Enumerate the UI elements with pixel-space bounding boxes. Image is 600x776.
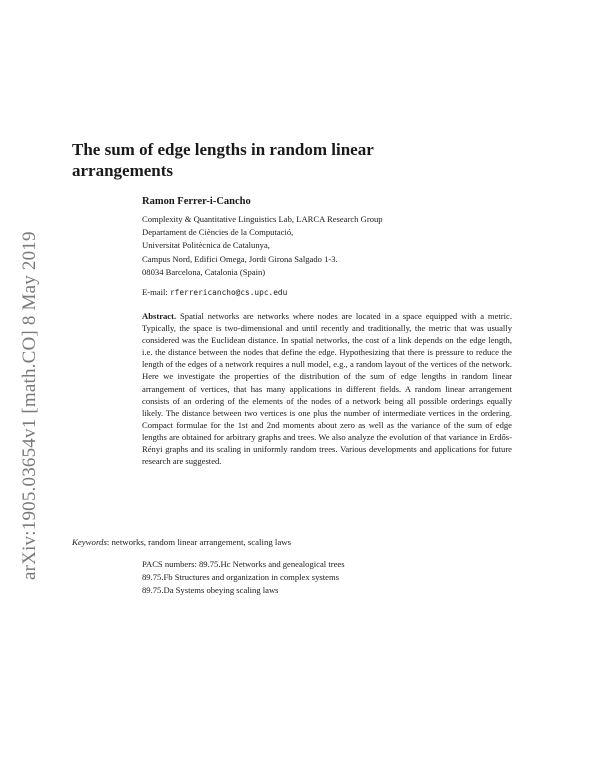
abstract-text: Spatial networks are networks where nodes are located in a space equipped with a metric. Typically, the space is two-dimensional and until recently and traditionally, the metric that was usually considered was the Euclidean distance. In spatial networks, the cost of a link depends on the edge length, i.e. the distance between the nodes that define the edge. Hypothesizing that there is pressure to reduce the length of the edges of a network requires a null model, e.g., a random layout of the vertices of the network. Here we investigate the properties of the distribution of the sum of edge lengths in random linear arrangement of vertices, that has many applications in different fields. A random linear arrangement consists of an ordering of the elements of the nodes of a network being all possible orderings equally likely. The distance between two vertices is one plus the number of intermediate vertices in the ordering. Compact formulae for the 1st and 2nd moments about zero as well as the variance of the sum of edge lengths are obtained for arbitrary graphs and trees. We also analyze the evolution of that variance in Erdős-Rényi graphs and its scaling in uniformly random trees. Various developments and applications for future research are suggested. xyxy=(142,311,512,467)
author-name: Ramon Ferrer-i-Cancho xyxy=(142,196,251,207)
pacs-line: 89.75.Fb Structures and organization in complex systems xyxy=(142,571,339,582)
affiliation-line: 08034 Barcelona, Catalonia (Spain) xyxy=(142,266,266,277)
email-address[interactable]: rferrericancho@cs.upc.edu xyxy=(169,288,288,297)
pacs-block xyxy=(142,558,345,596)
abstract-label: Abstract. xyxy=(142,311,177,321)
affiliation-line: Universitat Politècnica de Catalunya, xyxy=(142,240,270,251)
keywords-label: Keywords xyxy=(72,537,107,547)
email-line xyxy=(142,287,287,297)
pacs-line: 89.75.Da Systems obeying scaling laws xyxy=(142,584,279,595)
paper-title: The sum of edge lengths in random linear arrangements xyxy=(72,140,374,180)
pacs-line: PACS numbers: 89.75.Hc Networks and genealogical trees xyxy=(142,559,345,569)
abstract xyxy=(142,310,512,467)
keywords-line xyxy=(72,537,291,547)
affiliation-block xyxy=(142,213,383,279)
affiliation-line: Departament de Ciències de la Computació, xyxy=(142,227,294,238)
affiliation-line: Complexity & Quantitative Linguistics Lab, LARCA Research Group xyxy=(142,214,383,224)
affiliation-line: Campus Nord, Edifici Omega, Jordi Girona Salgado 1-3. xyxy=(142,253,338,264)
arxiv-identifier-stamp: arXiv:1905.03654v1 [math.CO] 8 May 2019 xyxy=(19,231,40,580)
keywords-text: : networks, random linear arrangement, scaling laws xyxy=(106,537,292,547)
email-label: E-mail: xyxy=(142,287,168,297)
